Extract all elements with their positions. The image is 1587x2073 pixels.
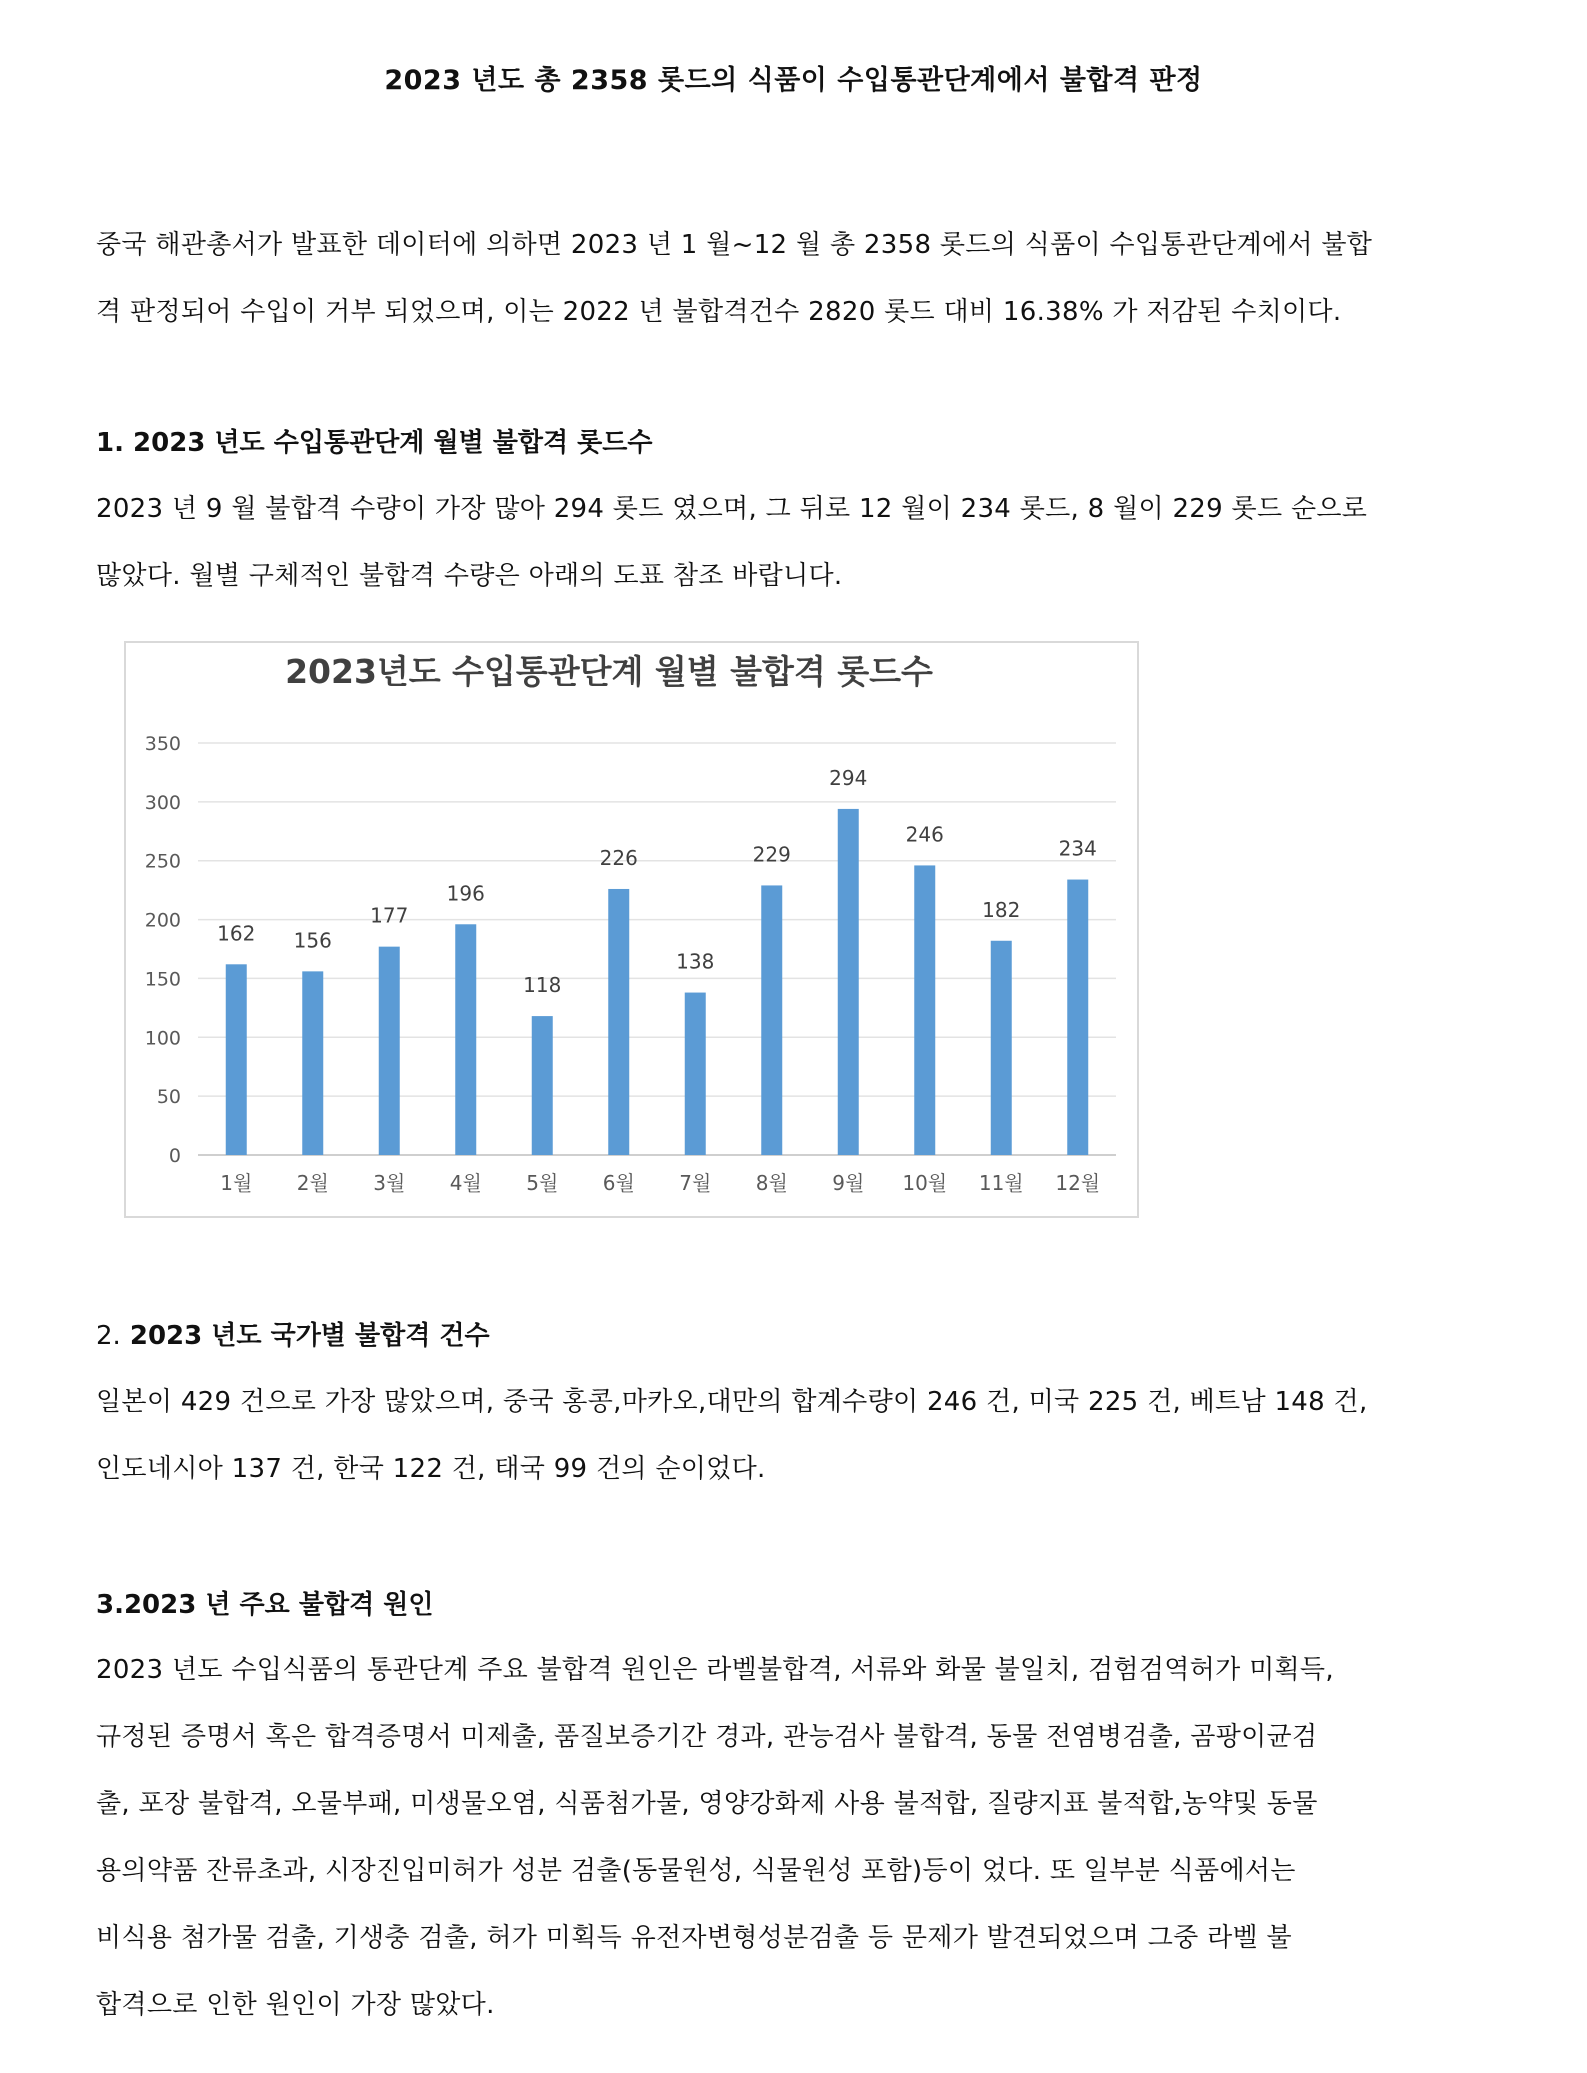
chart-bar <box>532 1016 553 1155</box>
chart-y-tick-label: 0 <box>168 1145 181 1167</box>
chart-bar <box>1067 880 1088 1155</box>
bar-chart <box>124 641 1139 1218</box>
section3-line: 합격으로 인한 원인이 가장 많았다. <box>96 1990 495 2020</box>
section3-paragraph <box>96 1637 1496 2039</box>
chart-x-tick-label: 6월 <box>602 1171 635 1195</box>
chart-x-tick-label: 3월 <box>373 1171 406 1195</box>
chart-x-axis <box>220 1171 1100 1195</box>
chart-data-label: 162 <box>217 921 256 946</box>
section2-line: 일본이 429 건으로 가장 많았으며, 중국 홍콩,마카오,대만의 합계수량이 246 건, 미국 225 건, 베트남 148 건, <box>96 1387 1368 1417</box>
chart-bar <box>302 971 323 1155</box>
section2-line: 인도네시아 137 건, 한국 122 건, 태국 99 건의 순이었다. <box>96 1454 766 1484</box>
chart-canvas <box>126 643 1141 1220</box>
chart-y-tick-label: 300 <box>144 791 181 814</box>
section3-line: 규정된 증명서 혹은 합격증명서 미제출, 품질보증기간 경과, 관능검사 불합격, 동물 전염병검출, 곰팡이균검 <box>96 1722 1318 1752</box>
chart-data-label: 294 <box>829 765 868 790</box>
chart-data-label: 246 <box>905 822 944 847</box>
chart-data-label: 177 <box>370 903 409 928</box>
chart-bar <box>379 947 400 1155</box>
chart-x-tick-label: 2월 <box>296 1171 329 1195</box>
chart-y-tick-label: 150 <box>144 968 181 991</box>
chart-x-tick-label: 5월 <box>526 1171 559 1195</box>
chart-x-tick-label: 7월 <box>679 1171 712 1195</box>
chart-data-label: 182 <box>982 897 1021 922</box>
chart-data-label: 229 <box>752 842 791 867</box>
intro-line: 중국 해관총서가 발표한 데이터에 의하면 2023 년 1 월~12 월 총 2358 롯드의 식품이 수입통관단계에서 불합 <box>96 230 1373 260</box>
chart-bar <box>608 889 629 1155</box>
section1-heading: 1. 2023 년도 수입통관단계 월별 불합격 롯드수 <box>96 428 653 458</box>
chart-x-tick-label: 8월 <box>755 1171 788 1195</box>
chart-bar <box>838 809 859 1155</box>
chart-y-tick-label: 50 <box>156 1086 181 1109</box>
section3-line: 비식용 첨가물 검출, 기생충 검출, 허가 미획득 유전자변형성분검출 등 문제가 발견되었으며 그중 라벨 불 <box>96 1923 1292 1953</box>
section3-line: 출, 포장 불합격, 오물부패, 미생물오염, 식품첨가물, 영양강화제 사용 불적합, 질량지표 불적합,농약및 동물 <box>96 1789 1318 1819</box>
chart-x-tick-label: 4월 <box>449 1171 482 1195</box>
section2-paragraph <box>96 1369 1496 1503</box>
chart-x-tick-label: 11월 <box>978 1171 1024 1195</box>
chart-bar <box>991 941 1012 1155</box>
section3-heading: 3.2023 년 주요 불합격 원인 <box>96 1590 434 1620</box>
chart-data-label: 226 <box>599 845 638 870</box>
section1-line: 많았다. 월별 구체적인 불합격 수량은 아래의 도표 참조 바랍니다. <box>96 561 843 591</box>
section1-paragraph <box>96 476 1496 610</box>
section2-heading-number: 2. <box>96 1321 121 1351</box>
chart-data-labels <box>217 766 1097 997</box>
chart-bar <box>914 865 935 1155</box>
intro-paragraph <box>96 212 1496 346</box>
chart-y-tick-label: 350 <box>144 733 181 755</box>
chart-y-tick-label: 200 <box>144 909 181 932</box>
chart-data-label: 138 <box>676 949 715 974</box>
chart-x-tick-label: 1월 <box>220 1171 253 1195</box>
intro-line: 격 판정되어 수입이 거부 되었으며, 이는 2022 년 불합격건수 2820 롯드 대비 16.38% 가 저감된 수치이다. <box>96 297 1342 327</box>
chart-data-label: 234 <box>1058 836 1097 861</box>
chart-bar <box>455 924 476 1155</box>
chart-title: 2023년도 수입통관단계 월별 불합격 롯드수 <box>285 652 933 691</box>
chart-x-tick-label: 12월 <box>1055 1171 1101 1195</box>
chart-data-label: 156 <box>293 928 332 953</box>
section1-line: 2023 년 9 월 불합격 수량이 가장 많아 294 롯드 였으며, 그 뒤로 12 월이 234 롯드, 8 월이 229 롯드 순으로 <box>96 494 1368 524</box>
section2-heading-text: 2023 년도 국가별 불합격 건수 <box>129 1321 490 1351</box>
chart-bar <box>685 993 706 1155</box>
section3-line: 용의약품 잔류초과, 시장진입미허가 성분 검출(동물원성, 식물원성 포함)등이 었다. 또 일부분 식품에서는 <box>96 1856 1296 1886</box>
section3-line: 2023 년도 수입식품의 통관단계 주요 불합격 원인은 라벨불합격, 서류와 화물 불일치, 검험검역허가 미획득, <box>96 1655 1334 1685</box>
chart-y-axis <box>145 733 181 1167</box>
chart-y-tick-label: 250 <box>144 850 181 873</box>
document-title: 2023 년도 총 2358 롯드의 식품이 수입통관단계에서 불합격 판정 <box>384 65 1203 96</box>
chart-x-tick-label: 10월 <box>902 1171 948 1195</box>
chart-x-tick-label: 9월 <box>832 1171 865 1195</box>
chart-y-tick-label: 100 <box>144 1027 181 1050</box>
chart-bar <box>226 964 247 1155</box>
chart-bar <box>761 885 782 1155</box>
chart-gridlines <box>198 743 1116 1155</box>
chart-data-label: 196 <box>446 881 485 906</box>
chart-data-label: 118 <box>523 973 562 998</box>
section2-heading <box>96 1316 490 1356</box>
